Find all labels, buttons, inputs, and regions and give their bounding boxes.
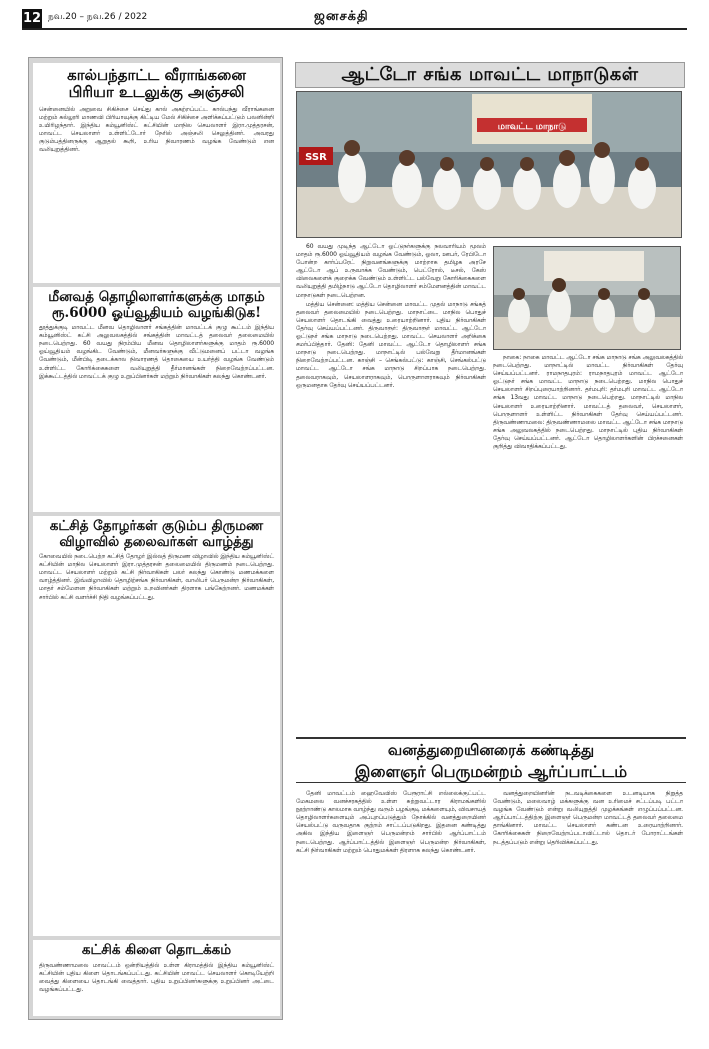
- story-branch-launch: [33, 940, 280, 1016]
- ssr-sign-text: SSR: [305, 152, 327, 163]
- article-lead: 60 வயது முடிந்த ஆட்டோ ஓட்டுநர்களுக்கு நலவாரியம் மூலம் மாதம் ரூ.6000 ஓய்வூதியம் வழங்க வேண்டும், ஓலா, ஊபர், ரேபிடோ போன்ற கார்ப்பரேட் நிறுவனங்களுக்கு மாற்றாக தமிழக அரசே ஆட்டோ ஆப் உருவாக்க வேண்டும், பெட்ரோல், டீசல், கேஸ் விலைகளைக் குறைக்க வேண்டும் உள்ளிட்ட பல்வேறு கோரிக்கைகளை வலியுறுத்தி தமிழ்நாடு ஆட்டோ தொழிலாளர் சம்மேளனத்தின் மாவட்ட மாநாடுகள் நடைபெற்றன.: [296, 243, 486, 299]
- paper-name: ஜனசக்தி: [314, 9, 369, 24]
- story-headline: கட்சிக் கிளை தொடக்கம்: [81, 942, 232, 958]
- main-banner: ஆட்டோ சங்க மாவட்ட மாநாடுகள்: [295, 62, 685, 88]
- sub-banner: [296, 737, 686, 783]
- sub-banner-line-2: இளைஞர் பெருமன்றம் ஆர்ப்பாட்டம்: [354, 762, 628, 781]
- dateline: நவ.20 – நவ.26 / 2022: [48, 12, 148, 22]
- article-column-c: [296, 790, 486, 1020]
- conference-photo: [296, 91, 682, 238]
- article-body: மத்திய சென்னை: மத்திய சென்னை மாவட்ட முதல் மாநாடு சங்கத் தலைவர் தலைமையில் நடைபெற்றது. மாநாட்டை மாநில பொதுச் செயலாளர் தொடங்கி வைத்து உரையாற்றினார். புதிய நிர்வாகிகள் தேர்வு செய்யப்பட்டனர். திருவாரூர்: திருவாரூர் மாவட்ட ஆட்டோ ஓட்டுநர் சங்க மாநாடு நடைபெற்றது. மாவட்ட செயலாளர் அறிக்கை சமர்ப்பித்தார். தேனி: தேனி மாவட்ட ஆட்டோ தொழிலாளர் சங்க மாநாடு நடைபெற்றது. மாநாட்டில் பல்வேறு தீர்மானங்கள் நிறைவேற்றப்பட்டன. காஞ்சி – செங்கல்பட்டு: காஞ்சி, செங்கல்பட்டு மாவட்ட ஆட்டோ சங்க மாநாடு சிறப்பாக நடைபெற்றது. தலைவராகவும், செயலாளராகவும், பொருளாளராகவும் நிர்வாகிகள் ஒருமனதாக தேர்வு செய்யப்பட்டனர்.: [296, 300, 486, 389]
- article-column-a: [296, 243, 486, 733]
- story-headline: கால்பந்தாட்ட வீராங்கனை பிரியா உடலுக்கு அஞ்சலி: [67, 66, 246, 102]
- story-football-player: [33, 63, 280, 283]
- meeting-photo: [493, 246, 681, 350]
- story-body: சென்னையில் அறுவை சிகிச்சை செய்து கால் அகற்றப்பட்ட கால்பந்து வீராங்கனை மற்றும் கல்லூரி மாணவி பிரியாவுக்கு கிட்டிய மேல் சிகிச்சை அளிக்கப்பட்டும் பலனின்றி உயிரிழந்தார். இந்திய கம்யூனிஸ்ட் கட்சியின் மாநில செயலாளர் இரா.முத்தரசன், மாவட்ட செயலாளர் உள்ளிட்டோர் நேரில் அஞ்சலி செலுத்தினர். அவரது குடும்பத்தினருக்கு ஆறுதல் கூறி, உரிய நிவாரணம் வழங்க வேண்டும் என வலியுறுத்தினர்.: [39, 105, 274, 153]
- story-body: தூத்துக்குடி மாவட்ட மீனவ தொழிலாளர் சங்கத்தின் மாவட்டக் குழு கூட்டம் இந்திய கம்யூனிஸ்ட் கட்சி அலுவலகத்தில் சங்கத்தின் மாவட்டத் தலைவர் தலைமையில் நடைபெற்றது. 60 வயது நிரம்பிய மீனவ தொழிலாளர்களுக்கு மாதம் ரூ.6000 ஓய்வூதியம் வழங்கிட வேண்டும், மீனவர்களுக்கு வீட்டுமனைப் பட்டா வழங்க வேண்டும், மீன்பிடி தடைக்கால நிவாரணத் தொகையை உயர்த்தி வழங்க வேண்டும் உள்ளிட்ட கோரிக்கைகளை வலியுறுத்தி தீர்மானங்கள் நிறைவேற்றப்பட்டன. இக்கூட்டத்தில் மாவட்டக் குழு உறுப்பினர்கள் மற்றும் நிர்வாகிகள் கலந்து கொண்டனர்.: [39, 324, 274, 380]
- story-body: திருவண்ணாமலை மாவட்டம் ஒன்றியத்தில் உள்ள கிராமத்தில் இந்திய கம்யூனிஸ்ட் கட்சியின் புதிய கிளை தொடங்கப்பட்டது. கட்சியின் மாவட்ட செயலாளர் கொடியேற்றி வைத்து கிளையை தொடங்கி வைத்தார். புதிய உறுப்பினர்களுக்கு உறுப்பினர் அட்டை வழங்கப்பட்டது.: [39, 961, 274, 993]
- story-headline: கட்சித் தோழர்கள் குடும்ப திருமண விழாவில் தலைவர்கள் வாழ்த்து: [49, 518, 264, 550]
- article-body: வனத்துறையினரின் நடவடிக்கைகளை உடனடியாக நிறுத்த வேண்டும், மலைவாழ் மக்களுக்கு வன உரிமைச் சட்டப்படி பட்டா வழங்க வேண்டும் என்று வலியுறுத்தி முழக்கங்கள் எழுப்பப்பட்டன. ஆர்ப்பாட்டத்திற்கு இளைஞர் பெருமன்ற மாவட்டத் தலைவர் தலைமை தாங்கினார். மாவட்ட செயலாளர் கண்டன உரையாற்றினார். கோரிக்கைகள் நிறைவேற்றப்படாவிட்டால் தொடர் போராட்டங்கள் நடத்தப்படும் என்று தெரிவிக்கப்பட்டது.: [493, 790, 683, 846]
- banner-sign-text: மாவட்ட மாநாடு: [497, 122, 567, 132]
- story-headline: மீனவத் தொழிலாளர்களுக்கு மாதம் ரூ.6000 ஓய்வூதியம் வழங்கிடுக!: [48, 289, 265, 321]
- story-wedding-greetings: [33, 516, 280, 936]
- article-body: நாகை: நாகை மாவட்ட ஆட்டோ சங்க மாநாடு சங்க அலுவலகத்தில் நடைபெற்றது. மாநாட்டில் மாவட்ட நிர்வாகிகள் தேர்வு செய்யப்பட்டனர். ராமநாதபுரம்: ராமநாதபுரம் மாவட்ட ஆட்டோ ஓட்டுநர் சங்க மாவட்ட மாநாடு நடைபெற்றது. மாநில பொதுச் செயலாளர் சிறப்புரையாற்றினார். தர்மபுரி: தர்மபுரி மாவட்ட ஆட்டோ சங்க 13வது மாவட்ட மாநாடு நடைபெற்றது. மாநாட்டில் மாநில செயலாளர் உரையாற்றினார். மாவட்டத் தலைவர், செயலாளர், பொருளாளர் உள்ளிட்ட நிர்வாகிகள் தேர்வு செய்யப்பட்டனர். திருவண்ணாமலை: திருவண்ணாமலை மாவட்ட ஆட்டோ சங்க மாநாடு சங்க அலுவலகத்தில் நடைபெற்றது. மாநாட்டில் புதிய நிர்வாகிகள் தேர்வு செய்யப்பட்டனர். ஆட்டோ தொழிலாளர்களின் பிரச்சனைகள் குறித்து விவாதிக்கப்பட்டது.: [493, 354, 683, 451]
- article-column-b: [493, 354, 683, 733]
- story-body: கோவையில் நடைபெற்ற கட்சித் தோழர் இல்லத் திருமண விழாவில் இந்திய கம்யூனிஸ்ட் கட்சியின் மாநில செயலாளர் இரா.முத்தரசன் தலைமையில் திருமணம் நடைபெற்றது. மாவட்ட செயலாளர் மற்றும் கட்சி நிர்வாகிகள் பலர் கலந்து கொண்டு மணமக்களை வாழ்த்தினர். இவ்விழாவில் தொழிற்சங்க நிர்வாகிகள், வாலிபர் பெருமன்ற நிர்வாகிகள், மாதர் சம்மேளன நிர்வாகிகள் மற்றும் உறவினர்கள் திரளாக பங்கேற்றனர். மணமக்கள் சார்பில் கட்சி வளர்ச்சி நிதி வழங்கப்பட்டது.: [39, 553, 274, 601]
- conference-photo-art: [297, 92, 682, 238]
- meeting-photo-art: [494, 247, 681, 350]
- left-column: [28, 57, 283, 1020]
- article-column-d: [493, 790, 683, 1020]
- page-number: 12: [22, 11, 42, 26]
- article-body: தேனி மாவட்டம் ஹைவேவிஸ் பேரூராட்சி எல்லைக்குட்பட்ட மேகமலை வனச்சரகத்தில் உள்ள சுற்றுவட்டார கிராமங்களில் நூற்றாண்டு காலமாக வாழ்ந்து வரும் பழங்குடி மக்களையும், விவசாயத் தொழிலாளர்களையும் அப்புறப்படுத்தும் நோக்கில் வனத்துறையினர் செயல்பட்டு வருவதாக குற்றம் சாட்டப்படுகிறது. இதனை கண்டித்து அகில இந்திய இளைஞர் பெருமன்றம் சார்பில் ஆர்ப்பாட்டம் நடைபெற்றது. ஆர்ப்பாட்டத்தில் இளைஞர் பெருமன்ற நிர்வாகிகள், கட்சி நிர்வாகிகள் மற்றும் பொதுமக்கள் திரளாக கலந்து கொண்டனர்.: [296, 790, 486, 854]
- sub-banner-line-1: வனத்துறையினரைக் கண்டித்து: [387, 741, 595, 759]
- masthead: [22, 8, 687, 30]
- story-fisher-pension: [33, 287, 280, 512]
